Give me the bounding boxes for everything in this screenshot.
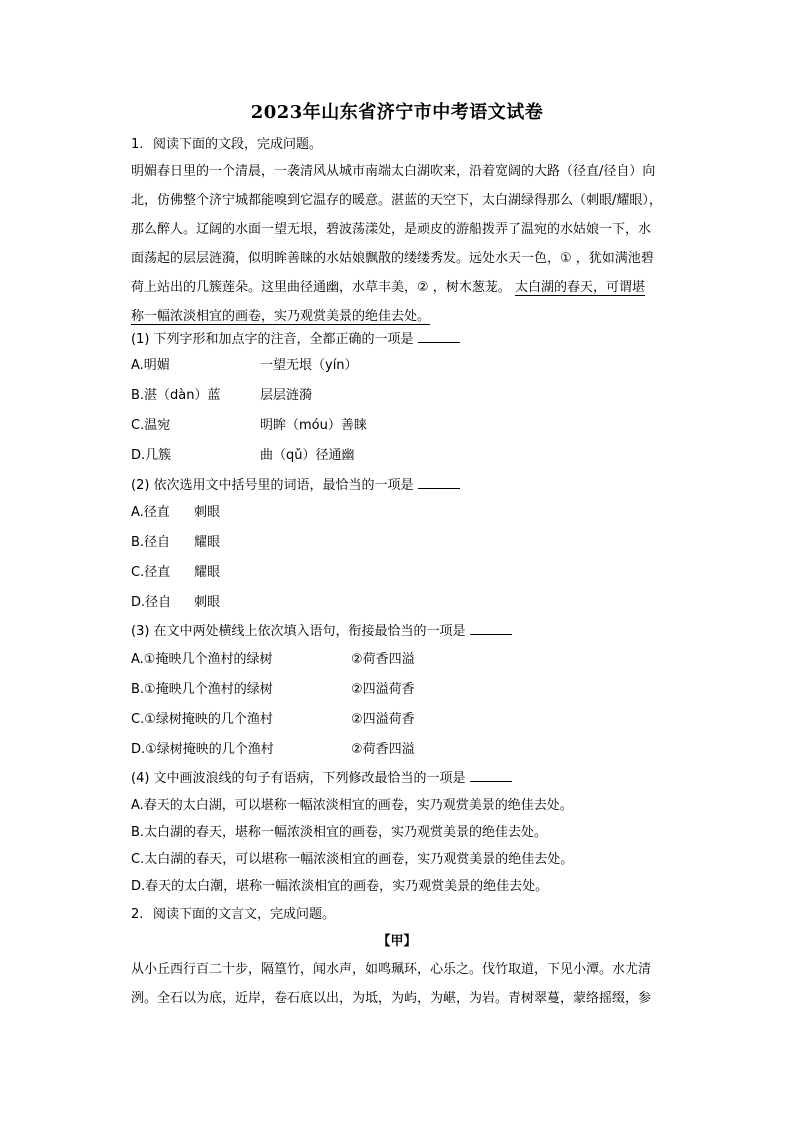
option-part: C.温宛 xyxy=(131,418,171,433)
passage-line xyxy=(131,302,691,331)
sub-question-stem: (1) 下列字形和加点字的注音，全都正确的一项是 xyxy=(131,332,414,347)
option-b-b: ②四溢荷香 xyxy=(351,682,415,697)
option-c-b: ②四溢荷香 xyxy=(351,712,415,727)
q2-passage xyxy=(131,955,691,1013)
option-b-b: 层层涟漪 xyxy=(260,388,313,403)
option-c xyxy=(131,563,170,583)
question-2-header xyxy=(131,905,335,925)
option-b xyxy=(131,386,221,406)
option-c-b: 明眸（móu）善睐 xyxy=(260,418,367,433)
option-c: C.太白湖的春天，可以堪称一幅浓淡相宜的画卷，实乃观赏美景的绝佳去处。 xyxy=(131,852,574,867)
option-d-b: 曲（qǔ）径通幽 xyxy=(260,448,355,463)
option-part: C.径直 xyxy=(131,565,171,580)
question-number: 2. xyxy=(131,907,144,922)
option-c xyxy=(131,416,170,436)
option-part: A.径直 xyxy=(131,505,170,520)
sub-question-2 xyxy=(131,476,460,496)
passage-text: 荷上站出的几簇莲朵。这里曲径通幽，水草丰美，② ，树木葱茏。 xyxy=(131,280,511,295)
option-a xyxy=(131,650,272,670)
option-part: D.径自 xyxy=(131,595,172,610)
answer-blank[interactable] xyxy=(418,330,460,343)
sub-question-stem: (2) 依次选用文中括号里的词语，最恰当的一项是 xyxy=(131,478,414,493)
option-part: B.湛（dàn）蓝 xyxy=(131,388,221,403)
question-instruction: 阅读下面的文段，完成问题。 xyxy=(153,137,323,152)
option-a-b: 一望无垠（yín） xyxy=(260,358,358,373)
option-b xyxy=(131,533,170,553)
answer-blank[interactable] xyxy=(418,476,460,489)
option-a-b: 刺眼 xyxy=(194,505,221,520)
option-a: A.春天的太白湖，可以堪称一幅浓淡相宜的画卷，实乃观赏美景的绝佳去处。 xyxy=(131,798,573,813)
option-part: B.①掩映几个渔村的绿树 xyxy=(131,682,273,697)
option-b: B.太白湖的春天，堪称一幅浓淡相宜的画卷，实乃观赏美景的绝佳去处。 xyxy=(131,825,548,840)
option-a xyxy=(131,356,170,376)
question-number: 1. xyxy=(131,137,144,152)
option-d-b: ②荷香四溢 xyxy=(351,742,415,757)
option-a xyxy=(131,503,170,523)
option-d xyxy=(131,740,274,760)
passage-line: 北，仿佛整个济宁城都能嗅到它温存的暖意。湛蓝的天空下，太白湖绿得那么（刺眼/耀眼）， xyxy=(131,193,662,208)
passage-line: 面荡起的层层涟漪，似明眸善睐的水姑娘飘散的缕缕秀发。远处水天一色，① ，犹如满池碧 xyxy=(131,251,654,266)
passage-line: 那么醉人。辽阔的水面一望无垠，碧波荡漾处，是顽皮的游船拨弄了温宛的水姑娘一下，水 xyxy=(131,222,652,237)
answer-blank[interactable] xyxy=(470,622,512,635)
section-label: 【甲】 xyxy=(377,934,417,949)
passage-line: 从小丘西行百二十步，隔篁竹，闻水声，如鸣珮环，心乐之。伐竹取道，下见小潭。水尤清 xyxy=(131,962,652,977)
sub-question-4 xyxy=(131,769,512,789)
option-b xyxy=(131,680,273,700)
sub-question-1 xyxy=(131,330,460,350)
option-part: B.径自 xyxy=(131,535,171,550)
q1-passage xyxy=(131,157,691,331)
question-instruction: 阅读下面的文言文，完成问题。 xyxy=(153,907,336,922)
option-a-b: ②荷香四溢 xyxy=(351,652,415,667)
option-part: D.①绿树掩映的几个渔村 xyxy=(131,742,274,757)
option-d xyxy=(131,446,171,466)
option-part: C.①绿树掩映的几个渔村 xyxy=(131,712,273,727)
option-c-b: 耀眼 xyxy=(194,565,221,580)
question-1-header xyxy=(131,135,322,155)
option-part: A.明媚 xyxy=(131,358,170,373)
sub-question-stem: (3) 在文中两处横线上依次填入语句，衔接最恰当的一项是 xyxy=(131,624,466,639)
passage-line: 明媚春日里的一个清晨，一袭清风从城市南端太白湖吹来，沿着宽阔的大路（径直/径自）向 xyxy=(131,164,656,179)
option-part: A.①掩映几个渔村的绿树 xyxy=(131,652,273,667)
sub-question-3 xyxy=(131,622,512,642)
option-d-b: 刺眼 xyxy=(194,595,221,610)
page-title: 2023年山东省济宁市中考语文试卷 xyxy=(250,102,544,123)
passage-line xyxy=(131,273,691,302)
option-d xyxy=(131,593,171,613)
sub-question-stem: (4) 文中画波浪线的句子有语病，下列修改最恰当的一项是 xyxy=(131,771,466,786)
wavy-underlined-sentence: 太白湖的春天，可谓堪 xyxy=(514,280,645,295)
option-b-b: 耀眼 xyxy=(194,535,221,550)
option-d: D.春天的太白潮，堪称一幅浓淡相宜的画卷，实乃观赏美景的绝佳去处。 xyxy=(131,879,549,894)
wavy-underlined-sentence: 称一幅浓淡相宜的画卷，实乃观赏美景的绝佳去处。 xyxy=(131,309,431,324)
passage-line: 洌。全石以为底，近岸，卷石底以出，为坻，为屿，为嵁，为岩。青树翠蔓，蒙络摇缀，参 xyxy=(131,991,652,1006)
option-part: D.几簇 xyxy=(131,448,172,463)
option-c xyxy=(131,710,273,730)
answer-blank[interactable] xyxy=(470,769,512,782)
